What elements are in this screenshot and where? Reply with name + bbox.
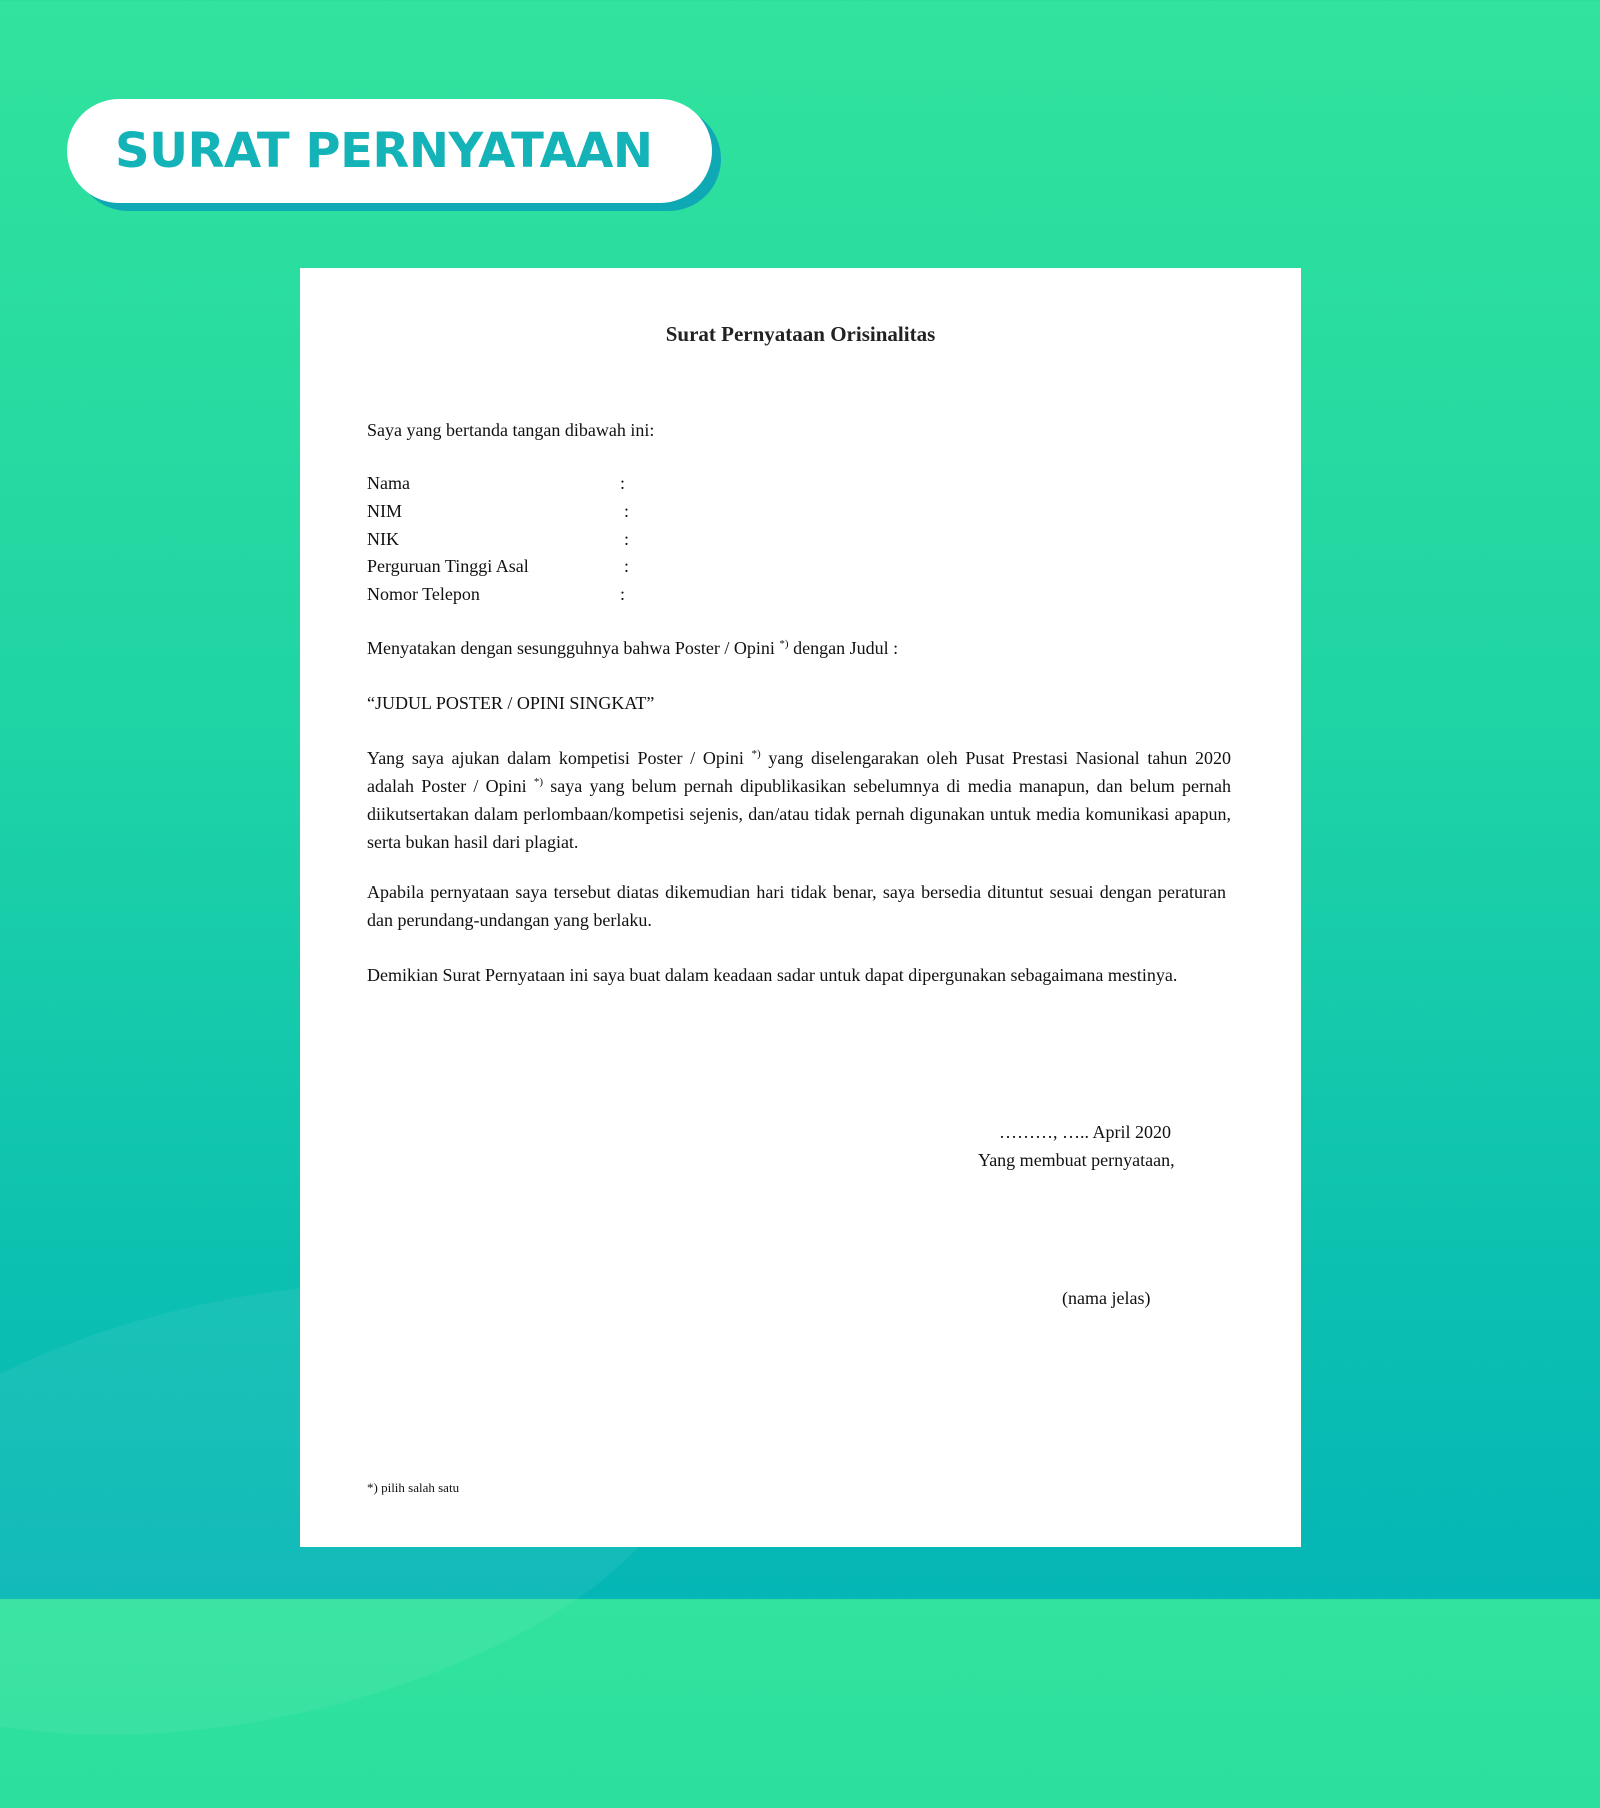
field-colon: : [624,556,630,576]
field-label-nama: Nama [367,473,410,493]
date-line: ………, ….. April 2020 [999,1122,1172,1142]
title-badge [67,99,712,203]
name-placeholder: (nama jelas) [1062,1288,1151,1308]
statement-part: Menyatakan dengan sesungguhnya bahwa Poster / Opini [367,638,780,658]
footnote-marker: *) [533,776,544,788]
field-label-nik: NIK [367,529,399,549]
field-label-nim: NIM [367,501,402,521]
field-label-nomor-telepon: Nomor Telepon [367,584,480,604]
paragraph-3: Demikian Surat Pernyataan ini saya buat dalam keadaan sadar untuk dapat dipergunakan sebagaimana mestinya. [367,965,1178,985]
intro-text: Saya yang bertanda tangan dibawah ini: [367,420,655,440]
signer-label: Yang membuat pernyataan, [978,1150,1175,1170]
field-colon: : [624,501,630,521]
paragraph-2: Apabila pernyataan saya tersebut diatas dikemudian hari tidak benar, saya bersedia dituntut sesuai dengan peraturan dan perundang-undangan yang berlaku. [367,882,1226,930]
document-title: Surat Pernyataan Orisinalitas [665,322,936,346]
judul-text: “JUDUL POSTER / OPINI SINGKAT” [367,693,655,713]
paragraph-part: saya yang belum pernah dipublikasikan sebelumnya di media manapun, dan belum pernah diikutsertakan dalam perlombaan/kompetisi sejenis, dan/atau tidak pernah digunakan untuk media komunikasi apapun, serta bukan hasil dari plagiat. [367,776,1231,852]
field-colon: : [620,584,626,604]
document-page [300,268,1301,1547]
statement-text [367,634,1231,662]
footnote: *) pilih salah satu [367,1480,460,1495]
paragraph-1 [367,744,1231,856]
paragraph-part: Yang saya ajukan dalam kompetisi Poster / Opini [367,748,752,768]
field-label-perguruan-tinggi: Perguruan Tinggi Asal [367,556,529,576]
field-colon: : [620,473,626,493]
badge-title: SURAT PERNYATAAN [115,123,653,179]
paragraph-part: yang diselengarakan oleh Pusat Prestasi Nasional tahun 2020 adalah Poster / Opini [367,748,1231,796]
statement-part: dengan Judul : [788,638,899,658]
footnote-marker: *) [779,638,789,650]
field-colon: : [624,529,630,549]
footnote-marker: *) [751,748,761,760]
